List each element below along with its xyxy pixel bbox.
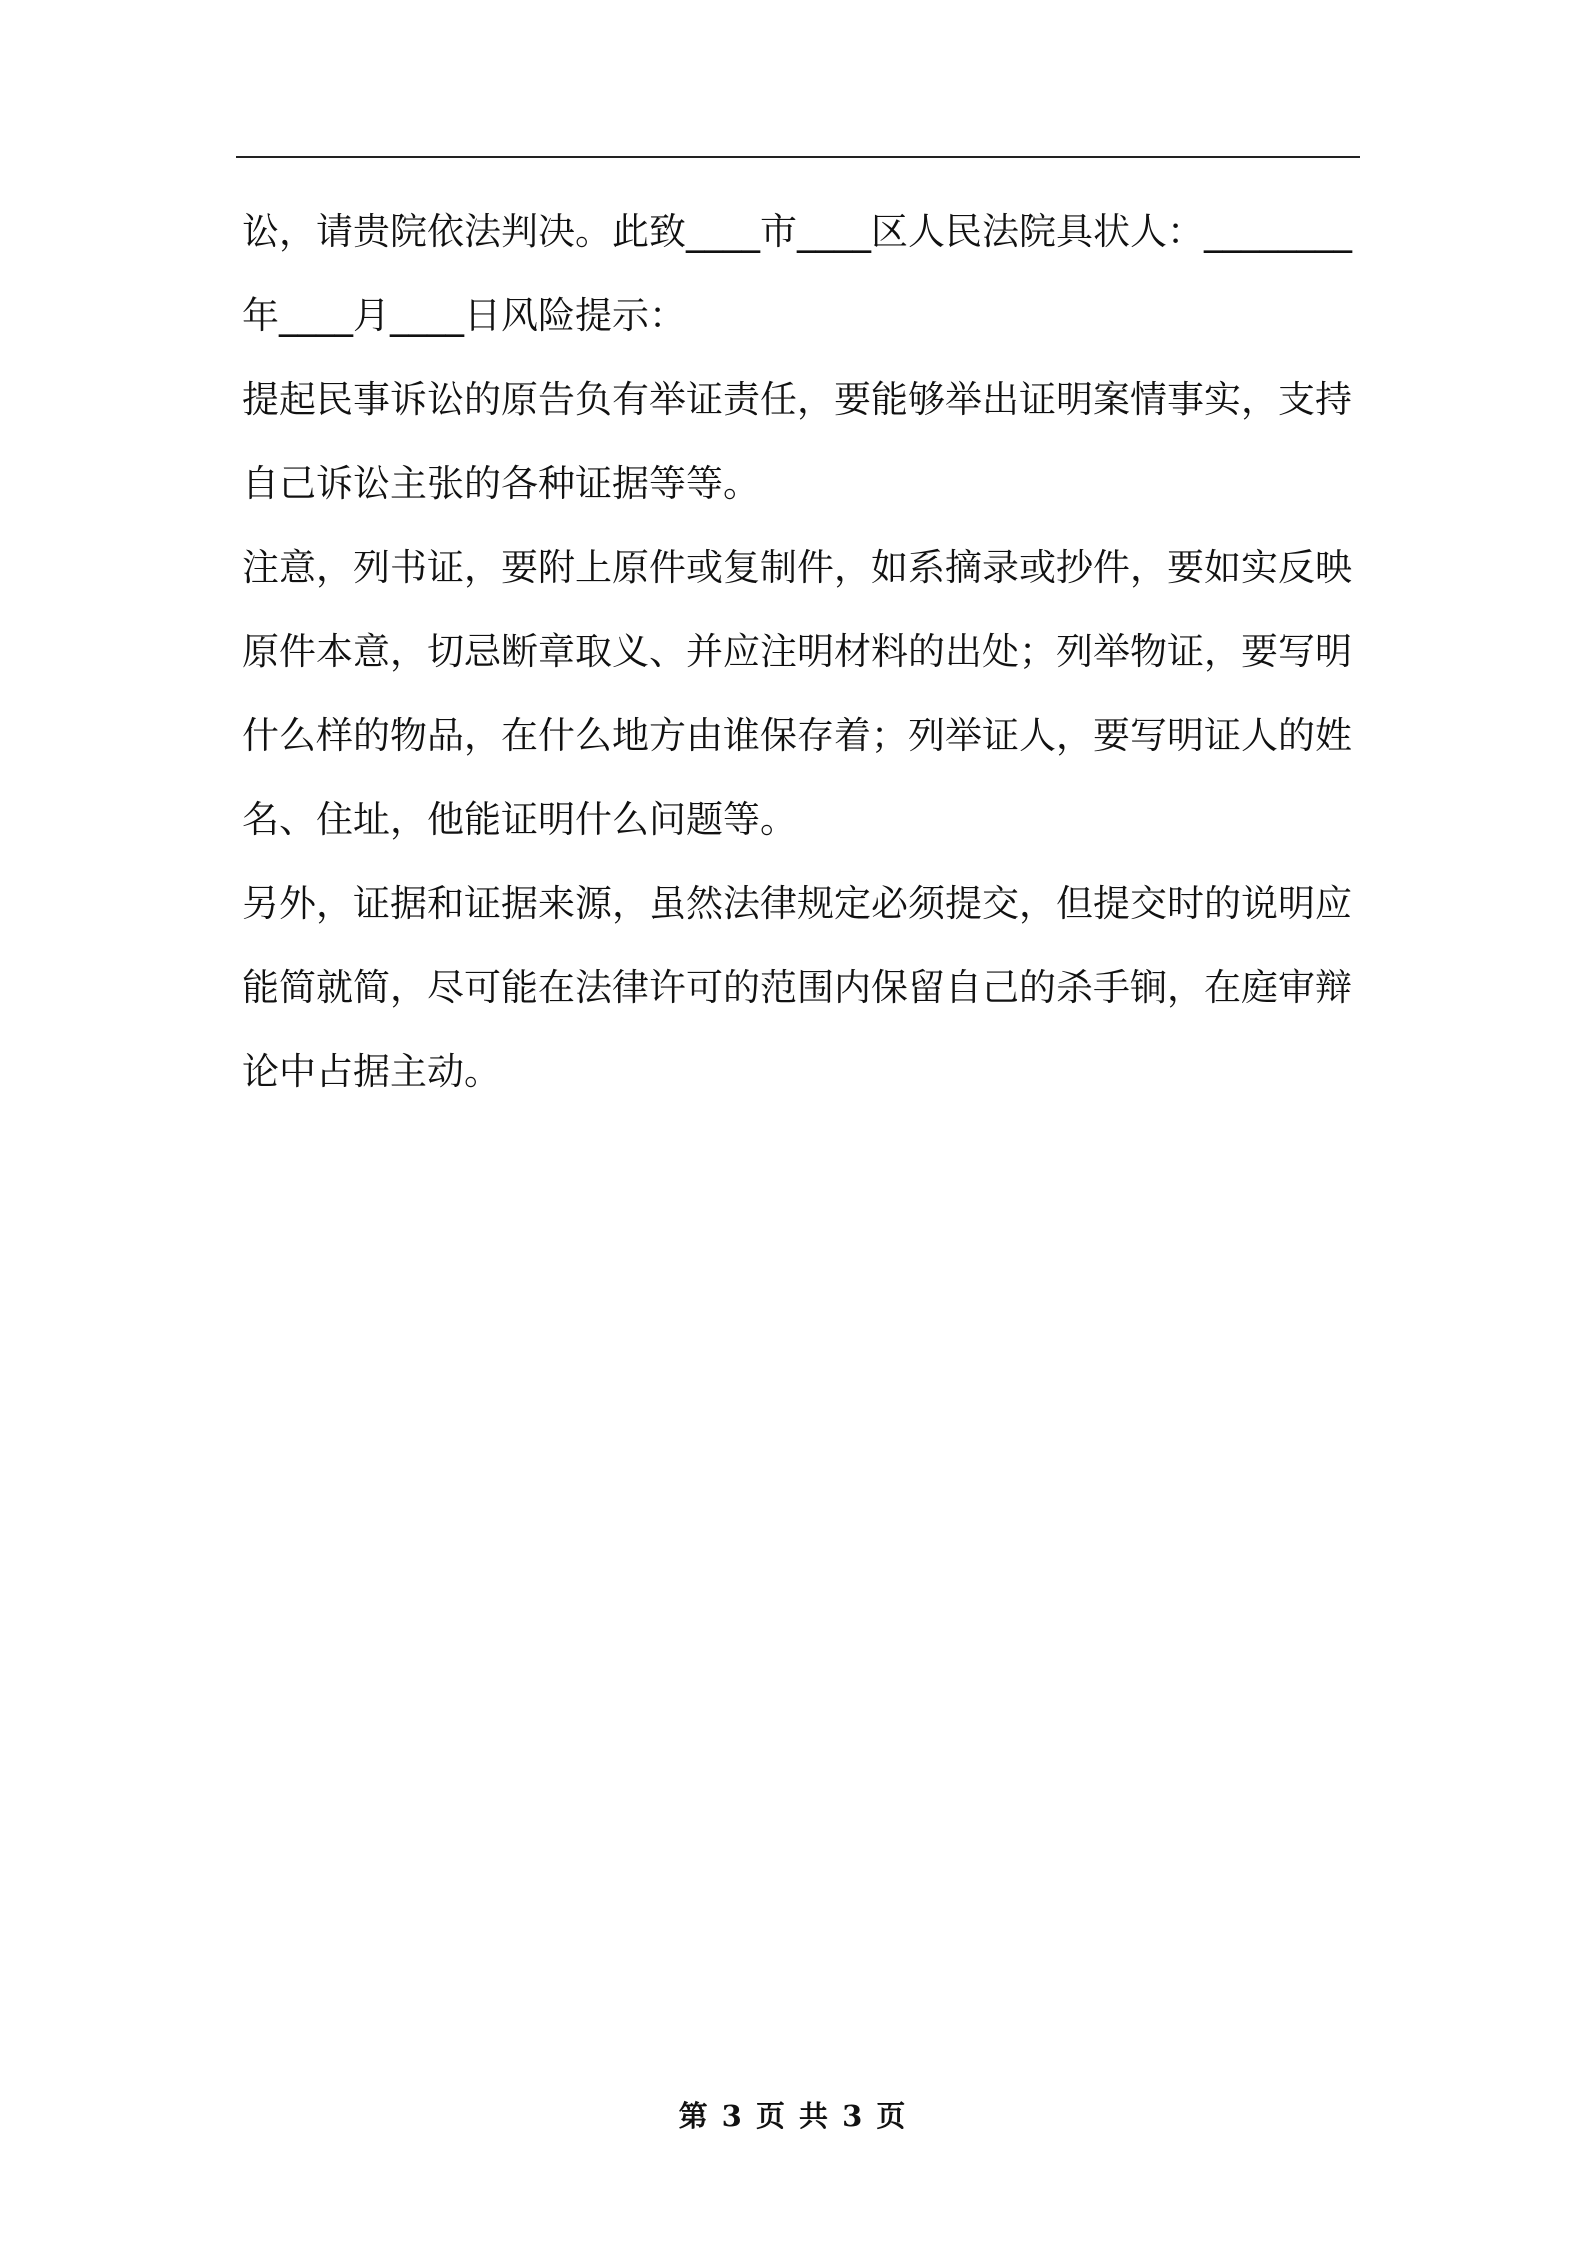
document-body xyxy=(242,190,1358,1114)
body-line: 原件本意，切忌断章取义、并应注明材料的出处；列举物证，要写明 xyxy=(242,630,1352,673)
body-line: 注意，列书证，要附上原件或复制件，如系摘录或抄件，要如实反映 xyxy=(242,546,1352,589)
body-line: 什么样的物品，在什么地方由谁保存着；列举证人，要写明证人的姓 xyxy=(242,714,1352,757)
body-line: 自己诉讼主张的各种证据等等。 xyxy=(242,462,760,505)
body-line: 能简就简，尽可能在法律许可的范围内保留自己的杀手锏，在庭审辩 xyxy=(242,966,1352,1009)
body-line: 提起民事诉讼的原告负有举证责任，要能够举出证明案情事实，支持 xyxy=(242,378,1352,421)
body-line: 另外，证据和证据来源，虽然法律规定必须提交，但提交时的说明应 xyxy=(242,882,1352,925)
body-line: 讼，请贵院依法判决。此致____市____区人民法院具状人：________ xyxy=(242,210,1352,253)
header-divider xyxy=(236,156,1360,158)
body-line: 论中占据主动。 xyxy=(242,1050,501,1093)
body-line: 年____月____日风险提示： xyxy=(242,294,686,337)
page-number-footer: 第 3 页 共 3 页 xyxy=(678,2099,908,2133)
body-line: 名、住址，他能证明什么问题等。 xyxy=(242,798,797,841)
